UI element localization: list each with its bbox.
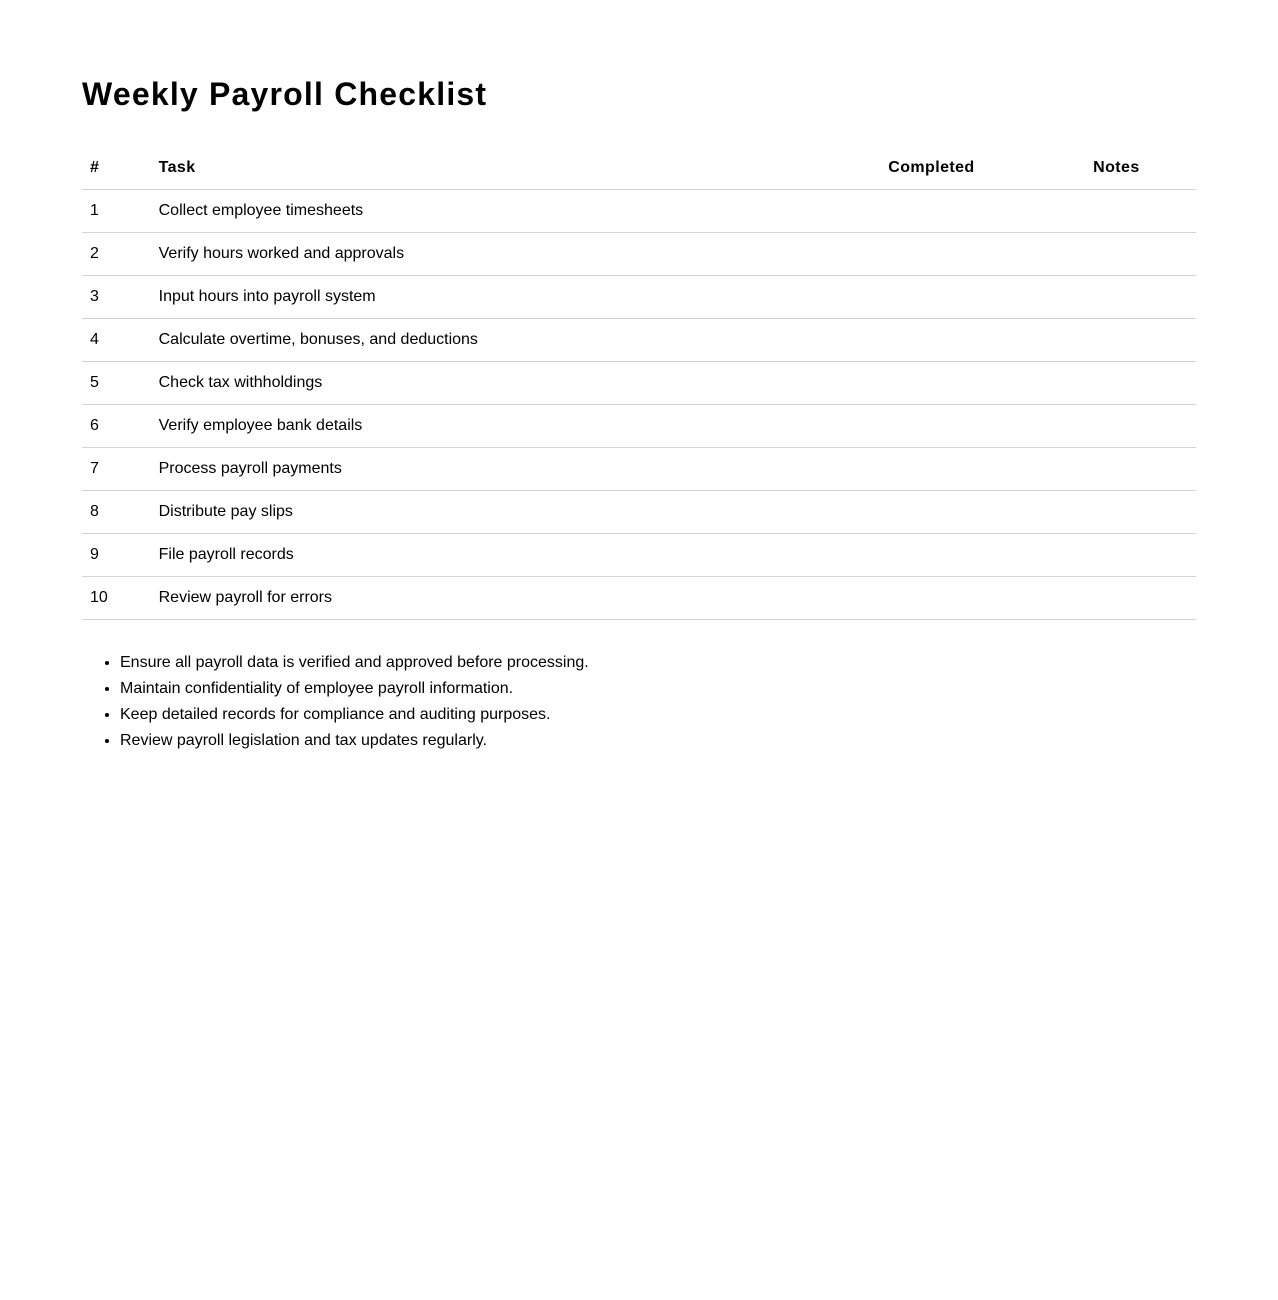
page-title: Weekly Payroll Checklist	[82, 76, 488, 112]
row-number: 8	[82, 491, 151, 534]
row-number: 1	[82, 190, 151, 233]
row-notes	[1037, 362, 1196, 405]
row-completed	[826, 405, 1037, 448]
row-notes	[1037, 491, 1196, 534]
row-notes	[1037, 276, 1196, 319]
row-number: 9	[82, 534, 151, 577]
row-task: Review payroll for errors	[151, 577, 826, 620]
table-row	[82, 405, 1196, 448]
table-row	[82, 362, 1196, 405]
row-notes	[1037, 448, 1196, 491]
row-completed	[826, 448, 1037, 491]
list-item: • Maintain confidentiality of employee payroll information.	[120, 676, 1196, 702]
row-completed	[826, 319, 1037, 362]
row-task: Verify employee bank details	[151, 405, 826, 448]
row-number: 4	[82, 319, 151, 362]
list-item: • Ensure all payroll data is verified and approved before processing.	[120, 650, 1196, 676]
table-row	[82, 448, 1196, 491]
row-number: 7	[82, 448, 151, 491]
row-completed	[826, 276, 1037, 319]
row-number: 3	[82, 276, 151, 319]
header-number: #	[82, 146, 151, 190]
row-task: Distribute pay slips	[151, 491, 826, 534]
list-item: • Review payroll legislation and tax updates regularly.	[120, 728, 1196, 754]
row-notes	[1037, 190, 1196, 233]
row-number: 6	[82, 405, 151, 448]
table-row	[82, 319, 1196, 362]
table-header-row	[82, 146, 1196, 190]
row-number: 2	[82, 233, 151, 276]
row-task: Verify hours worked and approvals	[151, 233, 826, 276]
header-notes: Notes	[1037, 146, 1196, 190]
row-completed	[826, 233, 1037, 276]
row-number: 10	[82, 577, 151, 620]
row-completed	[826, 577, 1037, 620]
table-row	[82, 577, 1196, 620]
row-completed	[826, 534, 1037, 577]
row-notes	[1037, 577, 1196, 620]
row-task: Input hours into payroll system	[151, 276, 826, 319]
header-completed: Completed	[826, 146, 1037, 190]
table-row	[82, 491, 1196, 534]
row-task: Check tax withholdings	[151, 362, 826, 405]
guidelines-list	[82, 650, 1196, 754]
table-row	[82, 190, 1196, 233]
checklist-table	[82, 146, 1196, 620]
table-row	[82, 233, 1196, 276]
row-task: Calculate overtime, bonuses, and deductions	[151, 319, 826, 362]
row-completed	[826, 190, 1037, 233]
row-notes	[1037, 534, 1196, 577]
row-completed	[826, 491, 1037, 534]
header-task: Task	[151, 146, 826, 190]
table-row	[82, 534, 1196, 577]
table-row	[82, 276, 1196, 319]
row-task: Collect employee timesheets	[151, 190, 826, 233]
list-item: • Keep detailed records for compliance and auditing purposes.	[120, 702, 1196, 728]
row-notes	[1037, 405, 1196, 448]
row-notes	[1037, 233, 1196, 276]
row-task: File payroll records	[151, 534, 826, 577]
row-task: Process payroll payments	[151, 448, 826, 491]
row-number: 5	[82, 362, 151, 405]
row-completed	[826, 362, 1037, 405]
row-notes	[1037, 319, 1196, 362]
